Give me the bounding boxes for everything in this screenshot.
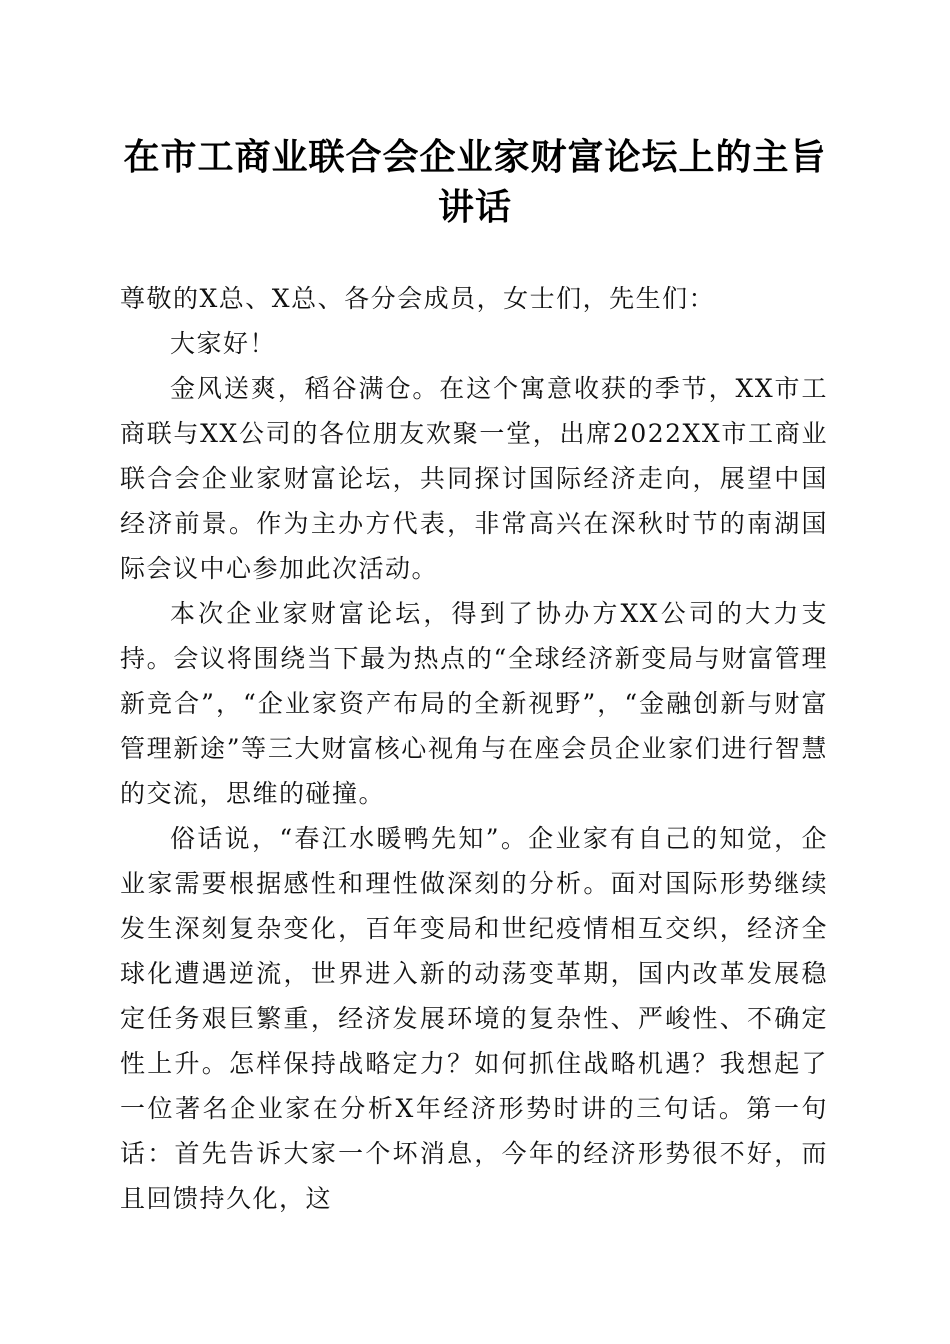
document-body (120, 276, 828, 1221)
document-title: 在市工商业联合会企业家财富论坛上的主旨讲话 (123, 136, 827, 228)
paragraph-forum-support: 本次企业家财富论坛，得到了协办方XX公司的大力支持。会议将围绕当下最为热点的“全球经济新变局与财富管理新竞合”，“企业家资产布局的全新视野”，“金融创新与财富管理新途”等三大财富核心视角与在座会员企业家们进行智慧的交流，思维的碰撞。 (120, 599, 828, 808)
paragraph-opening: 金风送爽，稻谷满仓。在这个寓意收获的季节，XX市工商联与XX公司的各位朋友欢聚一堂，出席2022XX市工商业联合会企业家财富论坛，共同探讨国际经济走向，展望中国经济前景。作为主办方代表，非常高兴在深秋时节的南湖国际会议中心参加此次活动。 (120, 374, 828, 583)
paragraph-economic-situation: 俗话说，“春江水暖鸭先知”。企业家有自己的知觉，企业家需要根据感性和理性做深刻的分析。面对国际形势继续发生深刻复杂变化，百年变局和世纪疫情相互交织，经济全球化遭遇逆流，世界进入新的动荡变革期，国内改革发展稳定任务艰巨繁重，经济发展环境的复杂性、严峻性、不确定性上升。怎样保持战略定力？如何抓住战略机遇？我想起了一位著名企业家在分析X年经济形势时讲的三句话。第一句话：首先告诉大家一个坏消息，今年的经济形势很不好，而且回馈持久化，这 (120, 824, 828, 1213)
paragraph-greeting: 大家好！ (170, 329, 277, 358)
salutation: 尊敬的X总、X总、各分会成员，女士们，先生们： (120, 284, 716, 313)
